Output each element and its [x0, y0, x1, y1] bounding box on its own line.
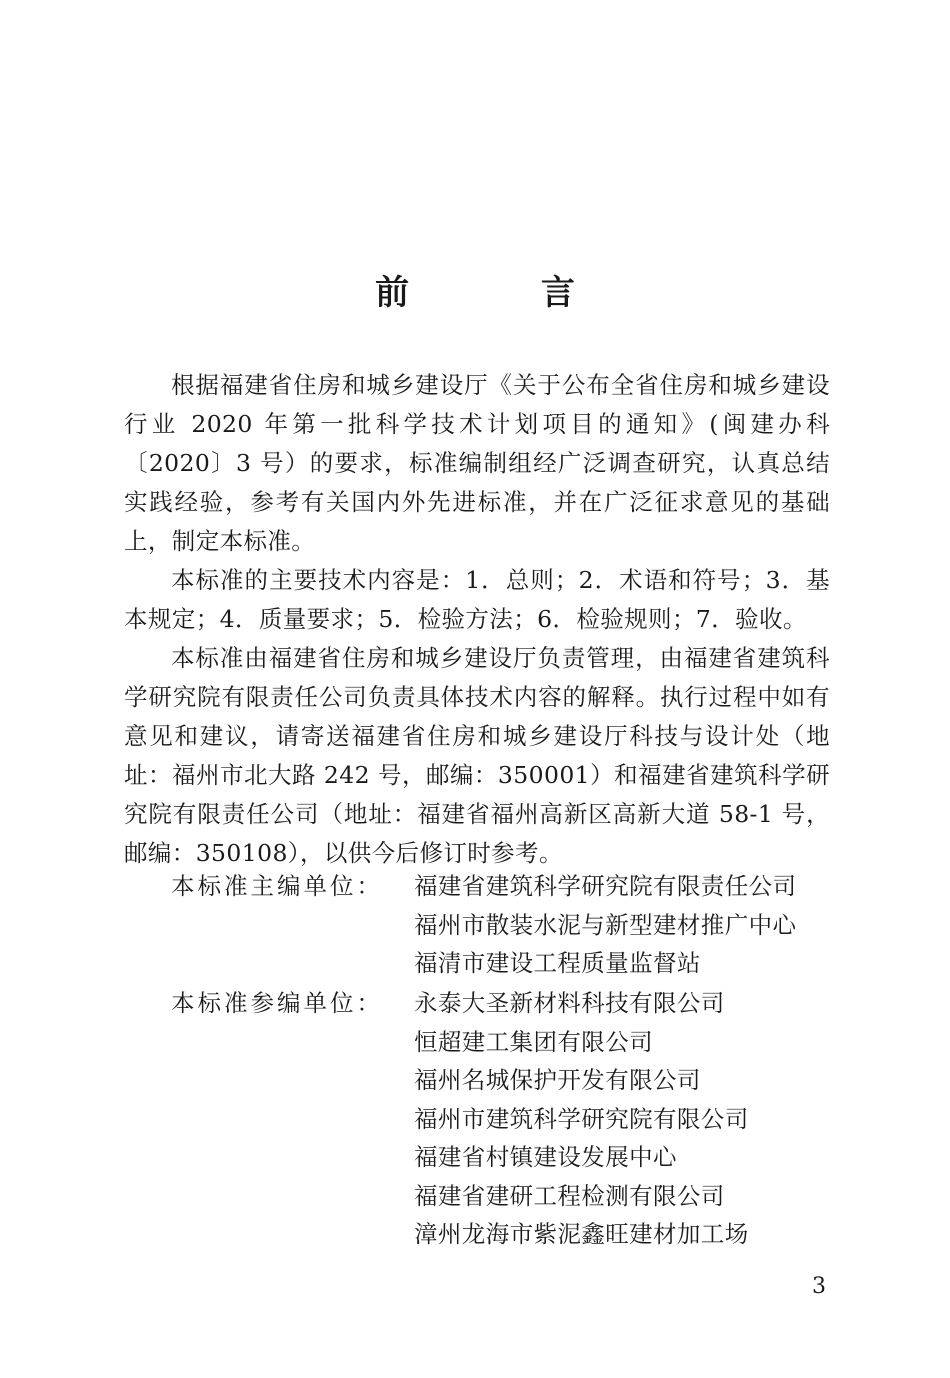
- chief-unit-item: 福建省建筑科学研究院有限责任公司: [414, 872, 797, 900]
- chief-unit-item: 福州市散装水泥与新型建材推广中心: [414, 910, 797, 939]
- chief-units-label: 本标准主编单位：: [171, 872, 383, 900]
- participating-unit-item: 福建省村镇建设发展中心: [414, 1143, 677, 1171]
- chief-units-list: [414, 867, 830, 983]
- participating-units-block: [124, 984, 830, 1254]
- participating-units-label: 本标准参编单位：: [171, 989, 383, 1017]
- preface-body: [124, 366, 830, 873]
- paragraph-background: 根据福建省住房和城乡建设厅《关于公布全省住房和城乡建设行业 2020 年第一批科学技术计划项目的通知》(闽建办科〔2020〕3 号）的要求，标准编制组经广泛调查研究，认真总结实践经验，参考有关国内外先进标准，并在广泛征求意见的基础上，制定本标准。: [124, 371, 830, 555]
- paragraph-main-content: 本标准的主要技术内容是：1．总则；2．术语和符号；3．基本规定；4．质量要求；5．检验方法；6．检验规则；7．验收。: [124, 566, 830, 633]
- participating-units-list: [414, 984, 830, 1254]
- chief-unit-item: 福清市建设工程质量监督站: [414, 949, 701, 977]
- page-number: 3: [812, 1274, 826, 1299]
- page-title: 前 言: [375, 273, 635, 313]
- chief-units-block: [124, 867, 830, 983]
- paragraph-management: 本标准由福建省住房和城乡建设厅负责管理，由福建省建筑科学研究院有限责任公司负责具体技术内容的解释。执行过程中如有意见和建议，请寄送福建省住房和城乡建设厅科技与设计处（地址：福州市北大路 242 号，邮编：350001）和福建省建筑科学研究院有限责任公司（地址：福建省福州高新区高新大道 58-1 号，邮编：350108），以供今后修订时参考。: [124, 644, 830, 867]
- participating-unit-item: 恒超建工集团有限公司: [414, 1027, 653, 1056]
- participating-unit-item: 福州市建筑科学研究院有限公司: [414, 1104, 749, 1133]
- participating-unit-item: 福建省建研工程检测有限公司: [414, 1181, 725, 1210]
- participating-unit-item: 漳州龙海市紫泥鑫旺建材加工场: [414, 1220, 749, 1248]
- participating-unit-item: 福州名城保护开发有限公司: [414, 1066, 701, 1094]
- participating-unit-item: 永泰大圣新材料科技有限公司: [414, 989, 725, 1017]
